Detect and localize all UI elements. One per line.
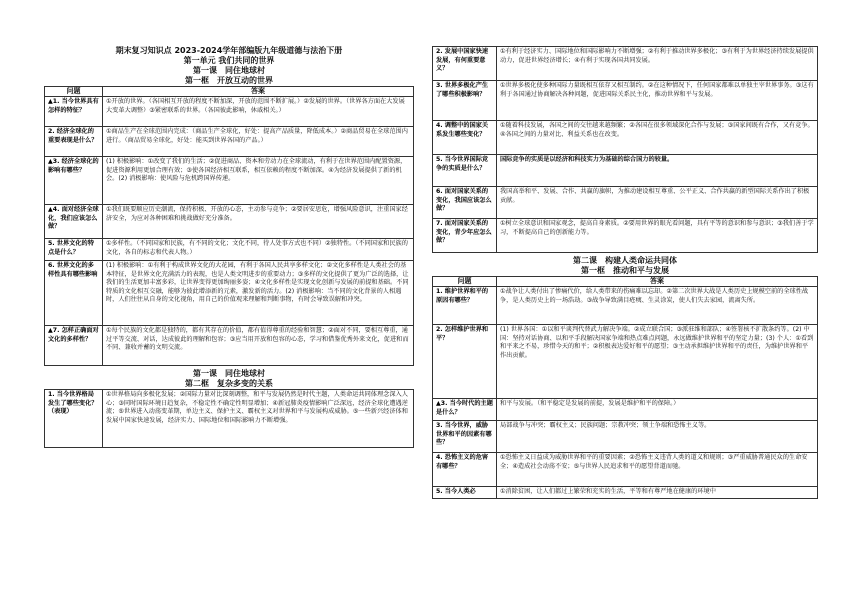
answer-cell: ①每个民族的文化都是独特的，都有其存在的价值，都有值得尊重的经验和智慧；②面对不同，要相互尊重，通过平等交流、对话，达成彼此的理解和包容；③应当用开放和包容的心态，学习和借鉴优秀外来文化，促进和而不同、兼收并蓄的文明交流。: [103, 326, 414, 366]
frame-title-3: 第一框 推动和平与发展: [581, 266, 669, 275]
table-row: [45, 261, 414, 326]
question-cell: ▲4. 面对经济全球化，我们应该怎么做？: [45, 205, 103, 239]
answer-cell: (1) 积极影响：①改变了我们的生活；②促进商品、资本和劳动力在全球流动，有利于在世界范围内配置资源，促进资源利用更加合理有效；③使各国经济相互联系，相互依赖的程度不断加深。④为经济发展提供了新的机会。(2) 消极影响：使风险与危机跨国界传递。: [103, 157, 414, 205]
table-row: [433, 287, 818, 325]
answer-cell: 和平与发展。（和平稳定是发展的前提，发展是维护和平的保障。）: [497, 399, 818, 421]
answer-cell: 国际竞争的实质是以经济和科技实力为基础的综合国力的较量。: [497, 155, 818, 187]
question-cell: 3. 世界多极化产生了哪些积极影响？: [433, 81, 497, 121]
lesson-title-2: 第一课 同住地球村: [193, 369, 265, 378]
question-cell: ▲7. 怎样正确面对文化的多样性？: [45, 326, 103, 366]
answer-cell: ①有利于经济实力、国际地位和国际影响力不断增强；②有利于推动世界多极化；③有利于为世界经济持续发展提供动力，促进世界经济增长；④有利于实现各国共同发展。: [497, 47, 818, 81]
question-cell: 5. 世界文化的特点是什么？: [45, 239, 103, 261]
question-cell: ▲1. 当今世界具有怎样的特征？: [45, 97, 103, 127]
qa-table-4: [432, 276, 818, 499]
question-cell: 2. 经济全球化的重要表现是什么？: [45, 127, 103, 157]
question-cell: 5. 当今世界国际竞争的实质是什么？: [433, 155, 497, 187]
qa-table-2: [44, 389, 414, 448]
answer-cell: ①树立全球意识和国家观念，提高自身素质。②要用世界的眼光看问题，具有平等的意识和参与意识；③我们善于学习，不断提高自己的创新能力等。: [497, 219, 818, 253]
question-cell: 6. 世界文化的多样性具有哪些影响: [45, 261, 103, 326]
table-row: [45, 205, 414, 239]
answer-cell: ①多样性。（不同国家和民族，有不同的文化；文化不同，待人处事方式也不同）②独特性。（不同国家和民族的文化，各自的标志和代表人物。）: [103, 239, 414, 261]
table-row: [433, 121, 818, 155]
answer-cell: ①开放的世界。（各国相互开放的程度不断加深，开放的范围不断扩展。）②发展的世界。（世界各方面在大发展大变革大调整）③紧密联系的世界。（各国彼此影响，休戚相关。）: [103, 97, 414, 127]
question-cell: 4. 调整中的国家关系发生哪些变化？: [433, 121, 497, 155]
table-row: [45, 239, 414, 261]
table-row: [433, 81, 818, 121]
qa-table-3: [432, 46, 818, 253]
question-cell: 7. 面对国家关系的变化，青少年应怎么做？: [433, 219, 497, 253]
question-cell: ▲3. 经济全球化的影响有哪些？: [45, 157, 103, 205]
frame-title-2: 第二框 复杂多变的关系: [185, 379, 273, 388]
table-row: [45, 326, 414, 366]
table-row: [433, 487, 818, 499]
answer-cell: 局部战争与冲突；霸权主义；民族问题；宗教冲突；领土争端和恐怖主义等。: [497, 421, 818, 453]
table-row: [433, 187, 818, 219]
question-cell: ▲3. 当今时代的主题是什么？: [433, 399, 497, 421]
answer-cell: (1) 世界各国：①以和平谈判代替武力解决争端。②成立联合国；③派驻维和部队；④签署核不扩散条约等。(2) 中国：坚持对话协商、以和平手段解决国家争端和热点难点问题，永远做维护世界和平的坚定力量；(3) 个人：①看到和平来之不易，珍惜今天的和平；②积极表达爱好和平的愿望；③主动承担维护世界和平的责任，为维护世界和平作出贡献。: [497, 325, 818, 399]
question-cell: 1. 当今世界格局发生了哪些变化？（表现）: [45, 390, 103, 448]
answer-cell: 我国高举和平、发展、合作、共赢的旗帜，为推动建设相互尊重、公平正义、合作共赢的新型国际关系作出了积极贡献。: [497, 187, 818, 219]
table-row: [433, 219, 818, 253]
answer-cell: ①世界格局向多极化发展；②国际力量对比深刻调整，和平与发展仍然是时代主题，人类命运共同体理念深入人心；③同时国际环境日趋复杂，不稳定性不确定性明显增加；④新冠肺炎疫情影响广泛深远，经济全球化遭遇逆流；⑤世界进入动荡变革期，单边主义、保护主义、霸权主义对世界和平与发展构成威胁。⑤一些新兴经济体和发展中国家快速发展，经济实力、国际地位和国际影响力不断增强。: [103, 390, 414, 448]
table-row: [45, 157, 414, 205]
answer-cell: (1) 积极影响：①有利于构成世界文化的大花园，有利于各国人民共享多样文化；②文化多样性是人类社会的基本特征，是世界文化充满活力的表现，也是人类文明进步的重要动力；③多样的文化提供了更为广泛的选择，让我们的生活更加丰富多彩，让世界变得更加绚丽多姿；④文化多样性是实现文化创新与发展的前提和基础。不同特质的文化相互交融，能够为彼此增添新的元素，激发新的活力。(2) 消极影响：当不同的文化背景的人相遇时，人们往往从自身的文化视角，用自己的价值观来理解和判断事物，有时会导致误解和冲突。: [103, 261, 414, 326]
table-row: [433, 47, 818, 81]
question-cell: 5. 当今人类必: [433, 487, 497, 499]
table-row: [433, 421, 818, 453]
table-row: [433, 453, 818, 487]
answer-cell: ①世界多极化使多种国际力量既相互依存又相互制约。②在这种情况下，任何国家都难以单独主宰世界事务。③这有利于各国通过协商解决各种问题，促进国际关系民主化，推动世界和平与发展。: [497, 81, 818, 121]
answer-cell: ①我们既要顺应历史潮流，保持积极、开放的心态，主动参与竞争；②要居安思危，增强风险意识，注重国家经济安全，为应对各种困难和挑战做好充分准备。: [103, 205, 414, 239]
answer-cell: ①恐怖主义日益成为威胁世界和平的重要因素；②恐怖主义违背人类的道义和规则；③严重威胁普通民众的生命安全；④造成社会动荡不安；⑤与世界人民追求和平的愿望背道而驰。: [497, 453, 818, 487]
table-header-row: [45, 87, 414, 97]
left-column: [44, 46, 414, 448]
table-row: [433, 399, 818, 421]
table-row: [45, 97, 414, 127]
column-header-answer: 答案: [497, 277, 818, 287]
table-row: [45, 127, 414, 157]
question-cell: 1. 维护世界和平的原因有哪些？: [433, 287, 497, 325]
table-row: [45, 390, 414, 448]
doc-title: 期末复习知识点 2023-2024学年部编版九年级道德与法治下册: [115, 46, 343, 55]
answer-cell: ①消除贫困，让人们都过上繁荣和充实的生活，平等和有尊严地在健康的环境中: [497, 487, 818, 499]
question-cell: 2. 发展中国家快速发展，有何重要意义？: [433, 47, 497, 81]
answer-cell: ①商品生产在全球范围内完成：（商品生产全球化，好处：提高产品质量，降低成本。）②商品贸易在全球范围内进行。（商品贸易全球化，好处：能买到世界各国的产品。）: [103, 127, 414, 157]
column-header-question: 问题: [433, 277, 497, 287]
column-header-answer: 答案: [103, 87, 414, 97]
right-column: [432, 46, 818, 499]
table-row: [433, 155, 818, 187]
lesson-title-3: 第二课 构建人类命运共同体: [573, 256, 677, 265]
question-cell: 2. 怎样维护世界和平？: [433, 325, 497, 399]
answer-cell: ①随着科技发展，各国之间的交往越来越频繁；②各国在很多领域深化合作与发展；③国家间既有合作，又有竞争。④各国之间的力量对比、利益关系也在改变。: [497, 121, 818, 155]
unit-title: 第一单元 我们共同的世界: [183, 56, 275, 65]
column-header-question: 问题: [45, 87, 103, 97]
lesson-title: 第一课 同住地球村: [193, 66, 265, 75]
question-cell: 3. 当今世界，威胁世界和平的因素有哪些？: [433, 421, 497, 453]
question-cell: 4. 恐怖主义的危害有哪些？: [433, 453, 497, 487]
frame-title: 第一框 开放互动的世界: [185, 76, 273, 85]
table-header-row: [433, 277, 818, 287]
question-cell: 6. 面对国家关系的变化，我国应该怎么做？: [433, 187, 497, 219]
table-row: [433, 325, 818, 399]
answer-cell: ①战争让人类付出了惨痛代价，给人类带来的伤痛难以忘却。②第二次世界大战是人类历史上规模空前的全球性战争，是人类历史上的一场浩劫。③战争导致满目疮痍、生灵涂炭，使人们失去家园，流离失所。: [497, 287, 818, 325]
qa-table-1: [44, 86, 414, 366]
